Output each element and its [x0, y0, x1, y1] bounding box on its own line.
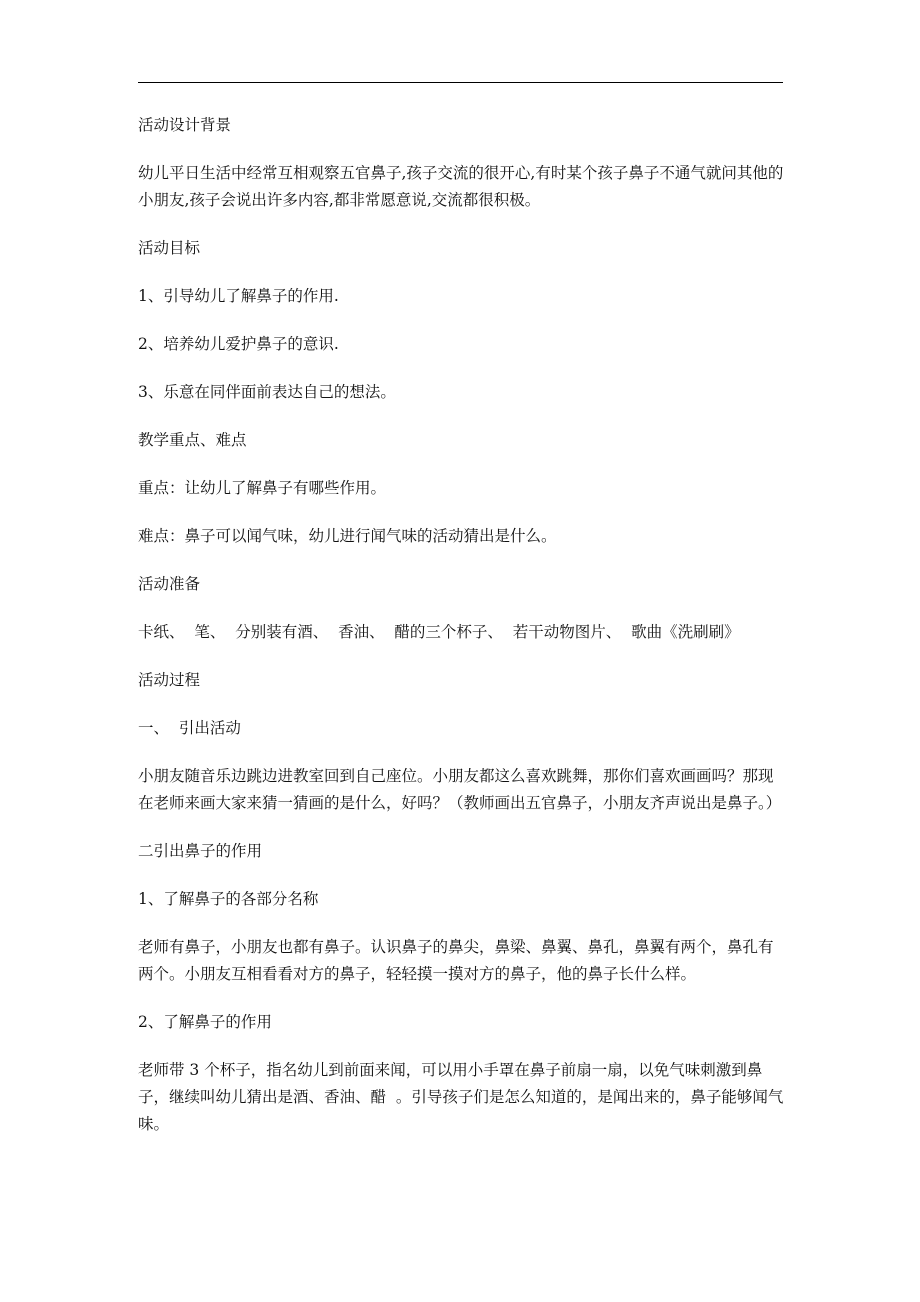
substep-2-body: 老师带 3 个杯子，指名幼儿到前面来闻，可以用小手罩在鼻子前扇一扇，以免气味刺激到鼻子，继续叫幼儿猜出是酒、香油、醋 。引导孩子们是怎么知道的，是闻出来的，鼻子能够闻气味。	[138, 1061, 784, 1133]
substep-1-body: 老师有鼻子，小朋友也都有鼻子。认识鼻子的鼻尖，鼻梁、鼻翼、鼻孔，鼻翼有两个，鼻孔有两个。小朋友互相看看对方的鼻子，轻轻摸一摸对方的鼻子，他的鼻子长什么样。	[138, 938, 774, 983]
document-body	[138, 112, 786, 1138]
heading-preparation: 活动准备	[138, 575, 201, 593]
paragraph-background: 幼儿平日生活中经常互相观察五官鼻子,孩子交流的很开心,有时某个孩子鼻子不通气就问其他的小朋友,孩子会说出许多内容,都非常愿意说,交流都很积极。	[138, 164, 784, 209]
header-rule	[138, 82, 783, 83]
substep-1-title: 1、了解鼻子的各部分名称	[138, 890, 319, 908]
key-point: 重点：让幼儿了解鼻子有哪些作用。	[138, 479, 387, 497]
heading-background: 活动设计背景	[138, 116, 232, 134]
goal-item-2: 2、培养幼儿爱护鼻子的意识.	[138, 335, 339, 353]
heading-goals: 活动目标	[138, 239, 201, 257]
process-step-2-title: 二引出鼻子的作用	[138, 842, 263, 860]
heading-key-points: 教学重点、难点	[138, 431, 247, 449]
difficult-point: 难点：鼻子可以闻气味，幼儿进行闻气味的活动猜出是什么。	[138, 527, 557, 545]
goal-item-1: 1、引导幼儿了解鼻子的作用.	[138, 287, 339, 305]
heading-process: 活动过程	[138, 671, 201, 689]
goal-item-3: 3、乐意在同伴面前表达自己的想法。	[138, 383, 396, 401]
process-step-1-title: 一、 引出活动	[138, 719, 241, 737]
process-step-1-body: 小朋友随音乐边跳边进教室回到自己座位。小朋友都这么喜欢跳舞，那你们喜欢画画吗？那现在老师来画大家来猜一猜画的是什么，好吗？（教师画出五官鼻子，小朋友齐声说出是鼻子。）	[138, 767, 782, 812]
substep-2-title: 2、了解鼻子的作用	[138, 1013, 272, 1031]
preparation-list: 卡纸、 笔、 分别装有酒、 香油、 醋的三个杯子、 若干动物图片、 歌曲《洗刷刷》	[138, 623, 740, 641]
